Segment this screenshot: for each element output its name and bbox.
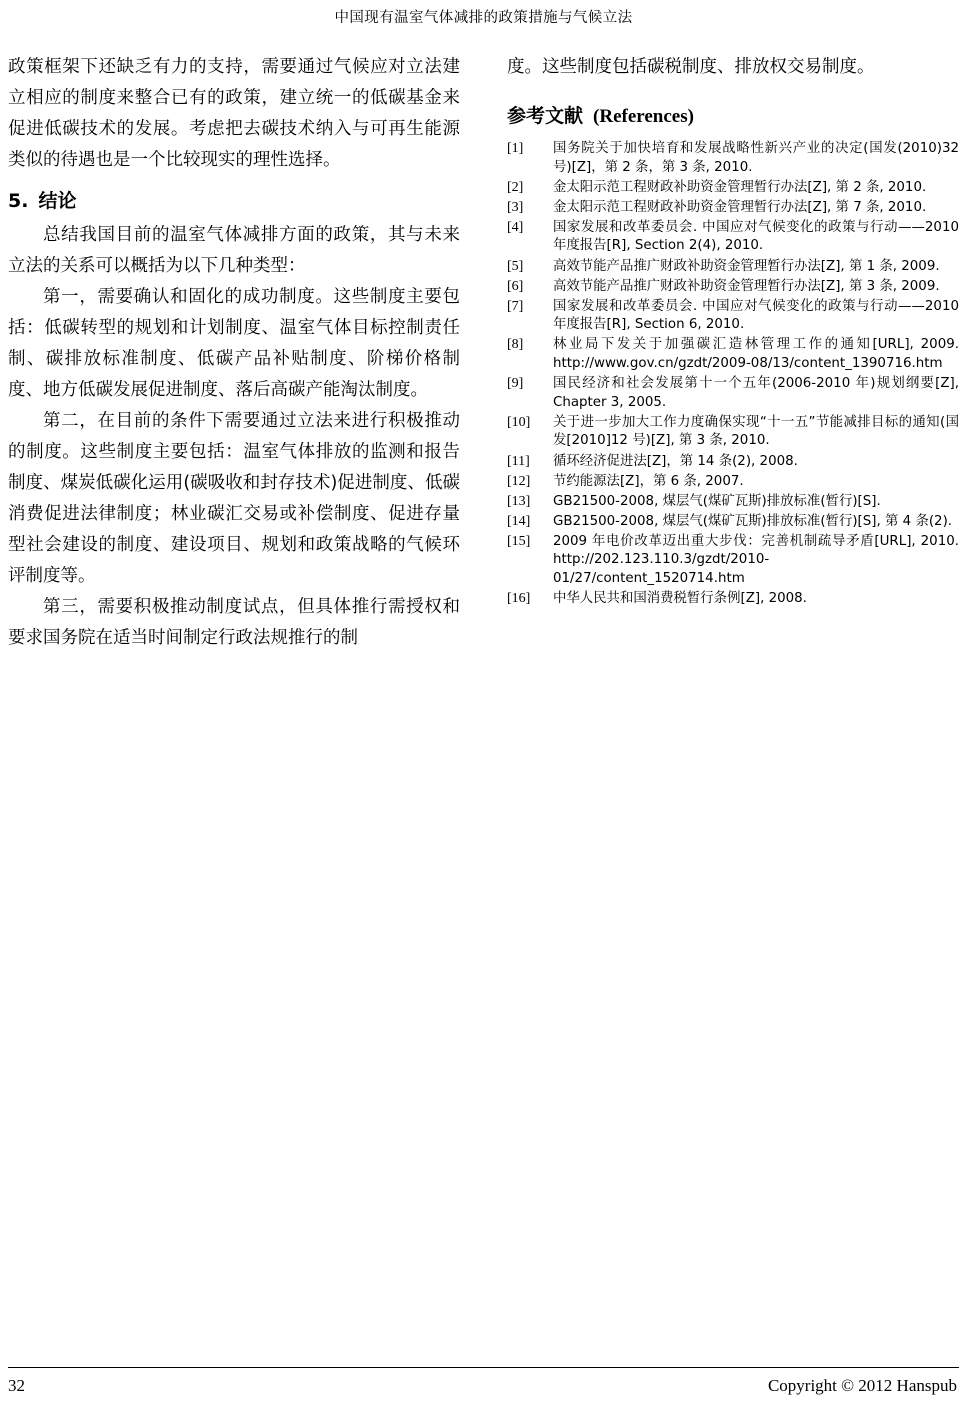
list-item — [507, 219, 959, 256]
paragraph: 第三，需要积极推动制度试点，但具体推行需授权和要求国务院在适当时间制定行政法规推行的制 — [8, 597, 460, 648]
reference-text: GB21500-2008, 煤层气(煤矿瓦斯)排放标准(暂行)[S]. — [553, 493, 881, 509]
section-title: 结论 — [38, 190, 77, 212]
copyright-notice: Copyright © 2012 Hanspub — [767, 1376, 957, 1395]
reference-text: 关于进一步加大工作力度确保实现“十一五”节能减排目标的通知(国发[2010]12 号)[Z], 第 3 条, 2010. — [553, 414, 959, 449]
reference-number: [11] — [507, 453, 530, 469]
reference-text: 金太阳示范工程财政补助资金管理暂行办法[Z], 第 2 条, 2010. — [553, 179, 927, 195]
reference-number: [2] — [507, 179, 524, 195]
reference-number: [1] — [507, 141, 524, 156]
reference-text: 2009 年电价改革迈出重大步伐：完善机制疏导矛盾[URL], 2010. http://202.123.110.3/gzdt/2010-01/27/content_1520714.htm — [553, 533, 959, 587]
reference-number: [8] — [507, 337, 524, 353]
list-item — [507, 140, 959, 177]
reference-text: 林业局下发关于加强碳汇造林管理工作的通知[URL], 2009. http://www.gov.cn/gzdt/2009-08/13/content_1390716.htm — [553, 337, 959, 372]
reference-number: [12] — [507, 473, 531, 489]
reference-text: 国民经济和社会发展第十一个五年(2006-2010 年)规划纲要[Z], Chapter 3, 2005. — [553, 376, 959, 410]
reference-number: [10] — [507, 414, 531, 430]
continued-paragraph-left: 政策框架下还缺乏有力的支持，需要通过气候应对立法建立相应的制度来整合已有的政策，建立统一的低碳基金来促进低碳技术的发展。考虑把去碳技术纳入与可再生能源类似的待遇也是一个比较现实的理性选择。 — [8, 57, 460, 170]
list-item — [507, 513, 959, 532]
list-item — [507, 375, 959, 412]
reference-text: 循环经济促进法[Z]，第 14 条(2), 2008. — [553, 453, 798, 469]
paragraph: 第二，在目前的条件下需要通过立法来进行积极推动的制度。这些制度主要包括：温室气体排放的监测和报告制度、煤炭低碳化运用(碳吸收和封存技术)促进制度、低碳消费促进法律制度；林业碳汇交易或补偿制度、促进存量型社会建设的制度、建设项目、规划和政策战略的气候环评制度等。 — [8, 411, 460, 586]
left-column — [8, 52, 460, 654]
references-heading-en: (References) — [593, 106, 694, 127]
references-heading-zh: 参考文献 — [507, 105, 584, 127]
references-heading — [507, 103, 959, 130]
reference-text: 国务院关于加快培育和发展战略性新兴产业的决定(国发(2010)32 号)[Z]，第 2 条，第 3 条, 2010. — [553, 141, 959, 175]
list-item — [507, 453, 959, 472]
reference-text: 高效节能产品推广财政补助资金管理暂行办法[Z], 第 1 条, 2009. — [553, 258, 940, 274]
reference-number: [4] — [507, 219, 524, 235]
footer-divider — [8, 1367, 959, 1368]
reference-number: [9] — [507, 376, 524, 392]
list-item — [507, 493, 959, 512]
reference-number: [3] — [507, 199, 524, 215]
paragraph: 第一，需要确认和固化的成功制度。这些制度主要包括：低碳转型的规划和计划制度、温室气体目标控制责任制、碳排放标准制度、低碳产品补贴制度、阶梯价格制度、地方低碳发展促进制度、落后高碳产能淘汰制度。 — [8, 287, 460, 400]
list-item — [507, 336, 959, 373]
reference-text: 国家发展和改革委员会. 中国应对气候变化的政策与行动——2010 年度报告[R], Section 2(4), 2010. — [553, 219, 959, 254]
continued-paragraph-right: 度。这些制度包括碳税制度、排放权交易制度。 — [507, 57, 875, 77]
reference-number: [5] — [507, 258, 524, 274]
list-item — [507, 590, 959, 609]
list-item — [507, 473, 959, 492]
reference-number: [7] — [507, 298, 524, 314]
section-number: 5. — [8, 190, 29, 212]
reference-text: 中华人民共和国消费税暂行条例[Z], 2008. — [553, 591, 807, 607]
reference-text: 金太阳示范工程财政补助资金管理暂行办法[Z], 第 7 条, 2010. — [553, 199, 927, 215]
right-column — [507, 52, 959, 610]
reference-text: GB21500-2008, 煤层气(煤矿瓦斯)排放标准(暂行)[S], 第 4 条(2). — [553, 513, 953, 529]
running-head: 中国现有温室气体减排的政策措施与气候立法 — [334, 10, 633, 26]
reference-text: 节约能源法[Z]，第 6 条, 2007. — [553, 473, 744, 489]
section-heading-conclusion — [8, 186, 460, 216]
reference-list — [507, 140, 959, 609]
page-number: 32 — [8, 1376, 25, 1395]
list-item — [507, 414, 959, 451]
reference-number: [15] — [507, 533, 531, 549]
list-item — [507, 278, 959, 297]
list-item — [507, 258, 959, 277]
reference-number: [16] — [507, 591, 531, 607]
reference-number: [13] — [507, 493, 531, 509]
reference-number: [6] — [507, 278, 524, 294]
list-item — [507, 179, 959, 198]
reference-text: 国家发展和改革委员会. 中国应对气候变化的政策与行动——2010 年度报告[R], Section 6, 2010. — [553, 298, 959, 333]
list-item — [507, 533, 959, 589]
list-item — [507, 298, 959, 335]
reference-text: 高效节能产品推广财政补助资金管理暂行办法[Z], 第 3 条, 2009. — [553, 278, 940, 294]
list-item — [507, 199, 959, 218]
paragraph: 总结我国目前的温室气体减排方面的政策，其与未来立法的关系可以概括为以下几种类型： — [8, 225, 460, 276]
reference-number: [14] — [507, 513, 531, 529]
